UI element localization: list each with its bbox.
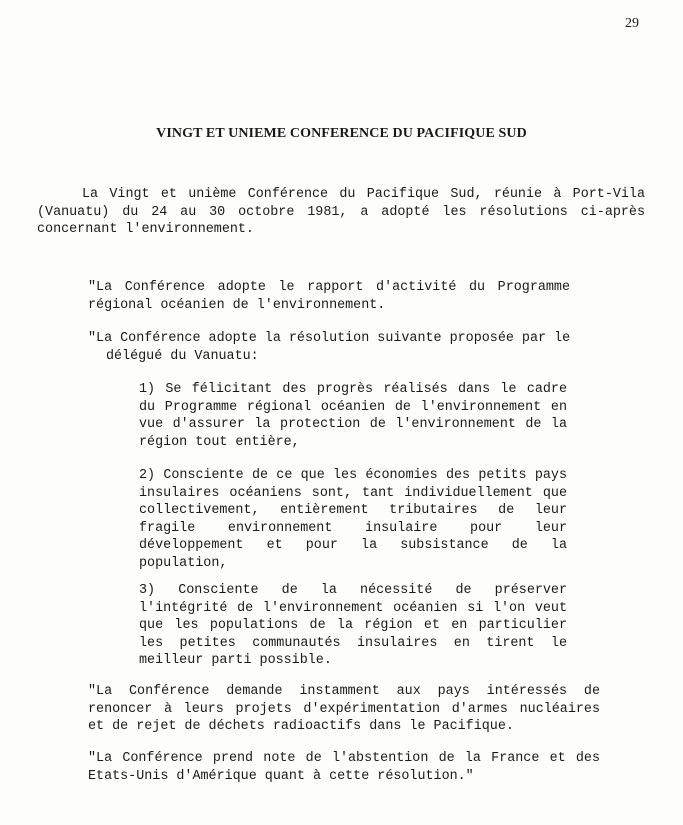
resolution-nuclear-testing: "La Conférence demande instamment aux pays intéressés de renoncer à leurs projets d'expérimentation d'armes nucléaires et de rejet de déchets radioactifs dans le Pacifique. [88, 684, 600, 734]
resolution-vanuatu-intro-line1: "La Conférence adopte la résolution suivante proposée par le [88, 331, 571, 346]
resolution-activity-report: "La Conférence adopte le rapport d'activité du Programme régional océanien de l'environnement. [88, 280, 570, 313]
resolution-item-2: 2) Consciente de ce que les économies des petits pays insulaires océaniens sont, tant individuellement que collectivement, entièrement tributaires de leur fragile environnement insulaire pour leur développement et pour la subsistance de la population, [139, 468, 567, 571]
resolution-vanuatu-intro [88, 330, 626, 365]
resolution-item-1: 1) Se félicitant des progrès réalisés dans le cadre du Programme régional océanien de l'environnement en vue d'assurer la protection de l'environnement de la région tout entière, [139, 382, 567, 450]
document-title: VINGT ET UNIEME CONFERENCE DU PACIFIQUE SUD [156, 126, 527, 141]
resolution-abstention-note: "La Conférence prend note de l'abstention de la France et des Etats-Unis d'Amérique quant à cette résolution." [88, 751, 600, 784]
intro-paragraph: La Vingt et unième Conférence du Pacifique Sud, réunie à Port-Vila (Vanuatu) du 24 au 30 octobre 1981, a adopté les résolutions ci-après concernant l'environnement. [37, 187, 645, 237]
resolution-vanuatu-intro-line2: délégué du Vanuatu: [106, 348, 259, 364]
page-number: 29 [625, 16, 639, 31]
resolution-item-3: 3) Consciente de la nécessité de préserver l'intégrité de l'environnement océanien si l'on veut que les populations de la région et en particulier les petites communautés insulaires en tirent le meilleur parti possible. [139, 583, 567, 668]
